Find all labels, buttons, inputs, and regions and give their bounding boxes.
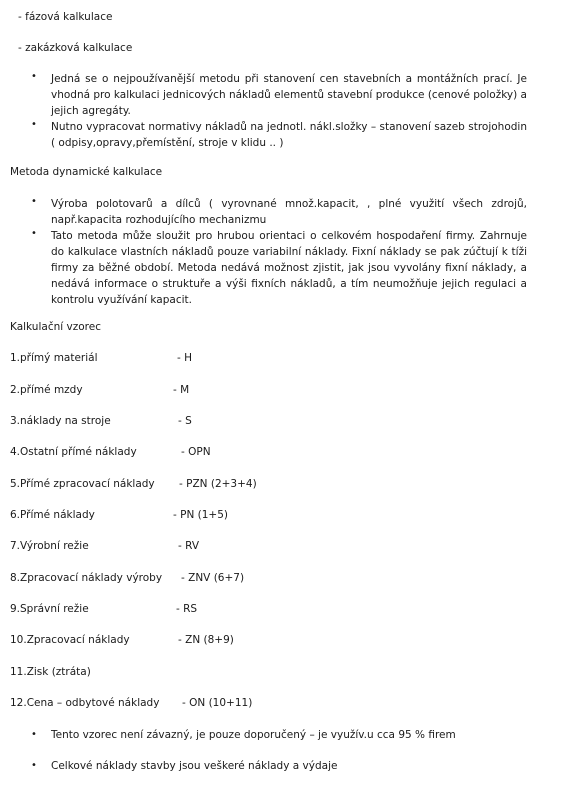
formula-label: 7.Výrobní režie: [10, 540, 89, 552]
formula-label: 5.Přímé zpracovací náklady: [10, 478, 155, 490]
bullet-marker: •: [31, 228, 37, 239]
formula-label: 12.Cena – odbytové náklady: [10, 697, 160, 709]
bullet-text: Celkové náklady stavby jsou veškeré náklady a výdaje: [51, 760, 338, 772]
formula-row: [10, 666, 550, 682]
bullet-text: Výroba polotovarů a dílců ( vyrovnané množ.kapacit, , plné využití všech zdrojů, např.kapacita rozhodujícího mechanizmu: [51, 198, 527, 226]
formula-code: - H: [177, 352, 193, 364]
formula-label: 6.Přímé náklady: [10, 509, 95, 521]
formula-row: [10, 603, 550, 619]
formula-row: [10, 415, 550, 431]
section-heading-formula: Kalkulační vzorec: [10, 321, 101, 333]
formula-label: 3.náklady na stroje: [10, 415, 111, 427]
intro-zakazka: - zakázková kalkulace: [18, 42, 133, 54]
formula-row: [10, 384, 550, 400]
bullet-marker: •: [31, 760, 37, 771]
formula-code: - ON (10+11): [182, 697, 253, 709]
bullet-text: Tento vzorec není závazný, je pouze doporučený – je využív.u cca 95 % firem: [51, 729, 456, 741]
formula-label: 1.přímý materiál: [10, 352, 98, 364]
formula-code: - RS: [176, 603, 198, 615]
formula-code: - ZN (8+9): [178, 634, 234, 646]
formula-code: - S: [178, 415, 192, 427]
formula-label: 9.Správní režie: [10, 603, 89, 615]
formula-code: - M: [173, 384, 190, 396]
bullet-text: Tato metoda může sloužit pro hrubou orientaci o celkovém hospodaření firmy. Zahrnuje do kalkulace vlastních nákladů pouze variabilní náklady. Fixní náklady se pak zúčtují k tíži firmy za běžné období. Metoda nedává možnost zjistit, jak jsou vyvolány fixní náklady, a nedává informace o struktuře a výši fixních nákladů, a tím neumožňuje jejich regulaci a kontrolu využívání kapacit.: [51, 230, 527, 306]
formula-label: 8.Zpracovací náklady výroby: [10, 572, 163, 584]
bullet-text: Nutno vypracovat normativy nákladů na jednotl. nákl.složky – stanovení sazeb strojohodin ( odpisy,opravy,přemístění, stroje v klidu .. ): [51, 121, 527, 149]
formula-row: [10, 697, 550, 713]
formula-row: [10, 478, 550, 494]
formula-code: - PZN (2+3+4): [179, 478, 257, 490]
formula-label: 2.přímé mzdy: [10, 384, 83, 396]
formula-code: - ZNV (6+7): [181, 572, 245, 584]
formula-row: [10, 352, 550, 368]
intro-faze: - fázová kalkulace: [18, 11, 113, 23]
formula-label: 11.Zisk (ztráta): [10, 666, 91, 678]
formula-row: [10, 634, 550, 650]
bullet-marker: •: [31, 119, 37, 130]
bullet-text: Jedná se o nejpoužívanější metodu při stanovení cen stavebních a montážních prací. Je vhodná pro kalkulaci jednicových nákladů elementů stavební produkce (cenové položky) a jejich agregáty.: [51, 73, 527, 117]
formula-code: - PN (1+5): [173, 509, 229, 521]
formula-row: [10, 540, 550, 556]
formula-label: 10.Zpracovací náklady: [10, 634, 130, 646]
formula-code: - RV: [178, 540, 200, 552]
formula-label: 4.Ostatní přímé náklady: [10, 446, 137, 458]
formula-row: [10, 509, 550, 525]
bullet-marker: •: [31, 71, 37, 82]
formula-code: - OPN: [181, 446, 211, 458]
bullet-marker: •: [31, 729, 37, 740]
formula-row: [10, 572, 550, 588]
bullet-marker: •: [31, 196, 37, 207]
section-heading-dynamic: Metoda dynamické kalkulace: [10, 166, 163, 178]
formula-row: [10, 446, 550, 462]
